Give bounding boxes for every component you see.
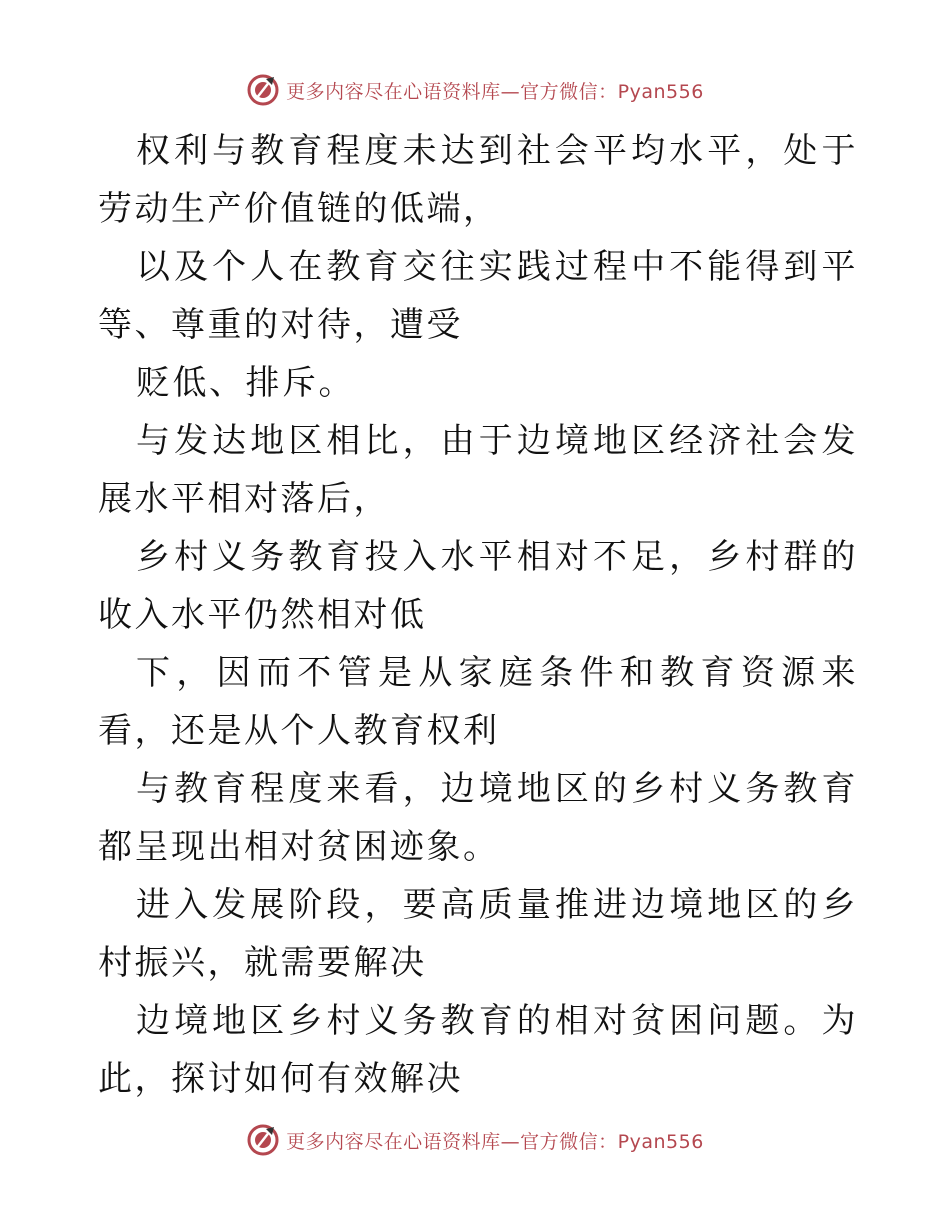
header-banner-text: 更多内容尽在心语资料库—官方微信：Pyan556	[286, 80, 704, 103]
paragraph: 与发达地区相比，由于边境地区经济社会发展水平相对落后，	[98, 421, 858, 519]
paragraph: 权利与教育程度未达到社会平均水平，处于劳动生产价值链的低端，	[98, 131, 858, 229]
paragraph: 边境地区乡村义务教育的相对贫困问题。为此，探讨如何有效解决	[98, 1001, 858, 1099]
paragraph: 与教育程度来看，边境地区的乡村义务教育都呈现出相对贫困迹象。	[98, 769, 858, 867]
paragraph: 乡村义务教育投入水平相对不足，乡村群的收入水平仍然相对低	[98, 537, 858, 635]
paragraph: 以及个人在教育交往实践过程中不能得到平等、尊重的对待，遭受	[98, 247, 858, 345]
header-banner	[0, 70, 950, 110]
paragraph: 贬低、排斥。	[136, 363, 355, 403]
red-seal-logo-icon	[246, 73, 280, 107]
paragraph: 下，因而不管是从家庭条件和教育资源来看，还是从个人教育权利	[98, 653, 858, 751]
paragraph: 进入发展阶段，要高质量推进边境地区的乡村振兴，就需要解决	[98, 885, 858, 983]
red-seal-logo-icon	[246, 1123, 280, 1157]
document-body	[98, 122, 858, 1108]
footer-banner-text: 更多内容尽在心语资料库—官方微信：Pyan556	[286, 1130, 704, 1153]
footer-banner	[0, 1120, 950, 1160]
